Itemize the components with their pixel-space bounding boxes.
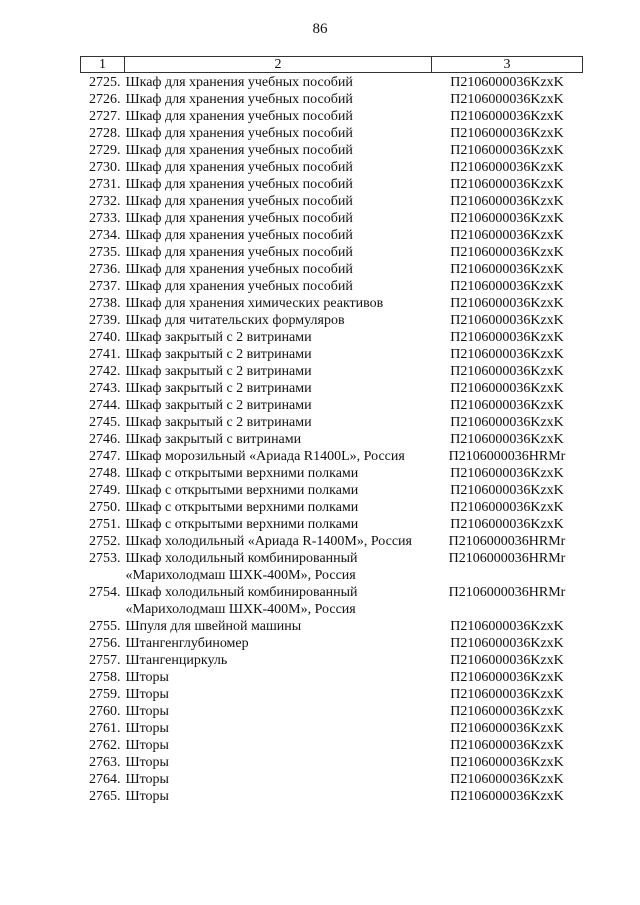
row-code: П2106000036KzxK xyxy=(450,160,564,175)
table-row xyxy=(81,465,583,482)
table-row xyxy=(81,737,583,754)
row-code: П2106000036KzxK xyxy=(450,211,564,226)
table-row xyxy=(81,193,583,210)
row-number: 2763. xyxy=(89,755,121,770)
row-code: П2106000036HRMr xyxy=(448,551,566,566)
row-number: 2754. xyxy=(89,585,121,600)
row-code: П2106000036KzxK xyxy=(450,194,564,209)
row-name: Шкаф для хранения учебных пособий xyxy=(125,279,353,294)
row-name: Шкаф для хранения учебных пособий xyxy=(125,245,353,260)
row-number: 2740. xyxy=(89,330,121,345)
row-code: П2106000036KzxK xyxy=(450,279,564,294)
row-number: 2742. xyxy=(89,364,121,379)
row-code: П2106000036KzxK xyxy=(450,704,564,719)
column-header-number: 1 xyxy=(81,57,125,73)
row-number: 2748. xyxy=(89,466,121,481)
row-number: 2726. xyxy=(89,92,121,107)
table-row xyxy=(81,754,583,771)
row-code: П2106000036KzxK xyxy=(450,75,564,90)
row-name: Шторы xyxy=(125,738,169,753)
table-row xyxy=(81,720,583,737)
row-code: П2106000036KzxK xyxy=(450,432,564,447)
row-number: 2738. xyxy=(89,296,121,311)
table-row xyxy=(81,176,583,193)
row-name: Шпуля для швейной машины xyxy=(125,619,302,634)
row-code: П2106000036KzxK xyxy=(450,721,564,736)
row-number: 2765. xyxy=(89,789,121,804)
row-number: 2764. xyxy=(89,772,121,787)
table-row xyxy=(81,73,583,92)
row-number: 2749. xyxy=(89,483,121,498)
table-row xyxy=(81,210,583,227)
row-number: 2756. xyxy=(89,636,121,651)
table-row xyxy=(81,329,583,346)
row-name: Шкаф морозильный «Ариада R1400L», Россия xyxy=(125,449,405,464)
table-row xyxy=(81,312,583,329)
row-number: 2762. xyxy=(89,738,121,753)
row-code: П2106000036KzxK xyxy=(450,500,564,515)
row-name: Шкаф для хранения учебных пособий xyxy=(125,228,353,243)
row-code: П2106000036KzxK xyxy=(450,755,564,770)
row-number: 2739. xyxy=(89,313,121,328)
table-row xyxy=(81,278,583,295)
row-name: Шторы xyxy=(125,721,169,736)
row-name: Шторы xyxy=(125,789,169,804)
row-name: Шкаф с открытыми верхними полками xyxy=(125,517,359,532)
row-number: 2729. xyxy=(89,143,121,158)
page-number: 86 xyxy=(312,21,328,37)
row-code: П2106000036KzxK xyxy=(450,262,564,277)
row-name: Шкаф закрытый с 2 витринами xyxy=(125,381,312,396)
row-name: Штангенглубиномер xyxy=(125,636,249,651)
table-row xyxy=(81,431,583,448)
row-code: П2106000036KzxK xyxy=(450,330,564,345)
row-number: 2755. xyxy=(89,619,121,634)
row-name: Шкаф для хранения учебных пособий xyxy=(125,177,353,192)
table-row xyxy=(81,771,583,788)
table-row xyxy=(81,652,583,669)
table-row xyxy=(81,142,583,159)
row-number: 2746. xyxy=(89,432,121,447)
row-name: Шторы xyxy=(125,704,169,719)
row-code: П2106000036HRMr xyxy=(448,585,566,600)
row-code: П2106000036KzxK xyxy=(450,619,564,634)
table-row xyxy=(81,703,583,720)
row-number: 2757. xyxy=(89,653,121,668)
row-number: 2747. xyxy=(89,449,121,464)
row-code: П2106000036KzxK xyxy=(450,772,564,787)
row-name: Шкаф закрытый с 2 витринами xyxy=(125,364,312,379)
table-row xyxy=(81,227,583,244)
table-row xyxy=(81,550,583,584)
row-number: 2725. xyxy=(89,75,121,90)
row-code: П2106000036KzxK xyxy=(450,653,564,668)
table-row xyxy=(81,363,583,380)
row-number: 2732. xyxy=(89,194,121,209)
table-row xyxy=(81,380,583,397)
row-number: 2733. xyxy=(89,211,121,226)
row-name: Шкаф закрытый с витринами xyxy=(125,432,302,447)
row-number: 2737. xyxy=(89,279,121,294)
table-row xyxy=(81,686,583,703)
row-name: Шкаф закрытый с 2 витринами xyxy=(125,398,312,413)
row-name: Шкаф для хранения учебных пособий xyxy=(125,194,353,209)
column-header-name: 2 xyxy=(125,57,432,73)
table-row xyxy=(81,669,583,686)
row-name: Шторы xyxy=(125,772,169,787)
row-number: 2727. xyxy=(89,109,121,124)
table-row xyxy=(81,448,583,465)
row-code: П2106000036KzxK xyxy=(450,466,564,481)
row-name: Шкаф холодильный «Ариада R-1400М», Россия xyxy=(125,534,412,549)
row-code: П2106000036KzxK xyxy=(450,398,564,413)
table-row xyxy=(81,159,583,176)
row-name: Шкаф с открытыми верхними полками xyxy=(125,483,359,498)
table-header-row xyxy=(81,57,583,73)
table-row xyxy=(81,346,583,363)
table-row xyxy=(81,414,583,431)
row-name: Шкаф закрытый с 2 витринами xyxy=(125,330,312,345)
row-code: П2106000036KzxK xyxy=(450,126,564,141)
row-code: П2106000036KzxK xyxy=(450,415,564,430)
row-name: Шкаф для хранения учебных пособий xyxy=(125,126,353,141)
table-row xyxy=(81,261,583,278)
table-row xyxy=(81,533,583,550)
row-code: П2106000036KzxK xyxy=(450,177,564,192)
table-row xyxy=(81,516,583,533)
table-row xyxy=(81,499,583,516)
row-number: 2743. xyxy=(89,381,121,396)
row-code: П2106000036KzxK xyxy=(450,483,564,498)
row-code: П2106000036KzxK xyxy=(450,245,564,260)
row-name: Шторы xyxy=(125,670,169,685)
row-name: Шкаф с открытыми верхними полками xyxy=(125,466,359,481)
table-row xyxy=(81,397,583,414)
table-row xyxy=(81,618,583,635)
table-row xyxy=(81,295,583,312)
row-code: П2106000036KzxK xyxy=(450,670,564,685)
row-number: 2759. xyxy=(89,687,121,702)
row-number: 2736. xyxy=(89,262,121,277)
row-code: П2106000036KzxK xyxy=(450,313,564,328)
row-code: П2106000036KzxK xyxy=(450,364,564,379)
column-header-code: 3 xyxy=(432,57,583,73)
row-name: Шкаф холодильный комбинированный «Марихолодмаш ШХК-400М», Россия xyxy=(125,585,358,617)
row-name: Шкаф закрытый с 2 витринами xyxy=(125,347,312,362)
row-code: П2106000036KzxK xyxy=(450,738,564,753)
row-number: 2734. xyxy=(89,228,121,243)
row-code: П2106000036KzxK xyxy=(450,296,564,311)
row-number: 2752. xyxy=(89,534,121,549)
row-code: П2106000036HRMr xyxy=(448,449,566,464)
row-number: 2758. xyxy=(89,670,121,685)
table-body xyxy=(81,73,583,806)
row-code: П2106000036KzxK xyxy=(450,92,564,107)
row-code: П2106000036KzxK xyxy=(450,228,564,243)
row-number: 2760. xyxy=(89,704,121,719)
row-number: 2731. xyxy=(89,177,121,192)
row-code: П2106000036HRMr xyxy=(448,534,566,549)
row-name: Шкаф с открытыми верхними полками xyxy=(125,500,359,515)
row-name: Шкаф для хранения учебных пособий xyxy=(125,143,353,158)
table-row xyxy=(81,91,583,108)
table-row xyxy=(81,635,583,652)
row-name: Шкаф холодильный комбинированный «Марихолодмаш ШХК-400М», Россия xyxy=(125,551,358,583)
row-number: 2750. xyxy=(89,500,121,515)
row-number: 2745. xyxy=(89,415,121,430)
row-name: Штангенциркуль xyxy=(125,653,228,668)
table-header xyxy=(81,57,583,73)
table-row xyxy=(81,482,583,499)
row-name: Шкаф для хранения учебных пособий xyxy=(125,160,353,175)
row-name: Шкаф для читательских формуляров xyxy=(125,313,345,328)
document-table xyxy=(80,56,583,805)
row-number: 2753. xyxy=(89,551,121,566)
row-name: Шкаф для хранения учебных пособий xyxy=(125,262,353,277)
row-code: П2106000036KzxK xyxy=(450,789,564,804)
row-name: Шкаф для хранения учебных пособий xyxy=(125,211,353,226)
row-number: 2741. xyxy=(89,347,121,362)
table-row xyxy=(81,788,583,805)
row-code: П2106000036KzxK xyxy=(450,687,564,702)
row-name: Шкаф для хранения химических реактивов xyxy=(125,296,384,311)
row-name: Шкаф для хранения учебных пособий xyxy=(125,75,353,90)
row-name: Шторы xyxy=(125,755,169,770)
row-name: Шторы xyxy=(125,687,169,702)
row-name: Шкаф для хранения учебных пособий xyxy=(125,92,353,107)
row-name: Шкаф закрытый с 2 витринами xyxy=(125,415,312,430)
row-number: 2728. xyxy=(89,126,121,141)
row-number: 2744. xyxy=(89,398,121,413)
table-row xyxy=(81,125,583,142)
row-number: 2761. xyxy=(89,721,121,736)
table-row xyxy=(81,584,583,618)
table-row xyxy=(81,244,583,261)
row-number: 2751. xyxy=(89,517,121,532)
row-code: П2106000036KzxK xyxy=(450,109,564,124)
row-code: П2106000036KzxK xyxy=(450,143,564,158)
row-code: П2106000036KzxK xyxy=(450,347,564,362)
row-code: П2106000036KzxK xyxy=(450,636,564,651)
row-name: Шкаф для хранения учебных пособий xyxy=(125,109,353,124)
row-code: П2106000036KzxK xyxy=(450,381,564,396)
row-number: 2730. xyxy=(89,160,121,175)
table-row xyxy=(81,108,583,125)
row-number: 2735. xyxy=(89,245,121,260)
row-code: П2106000036KzxK xyxy=(450,517,564,532)
